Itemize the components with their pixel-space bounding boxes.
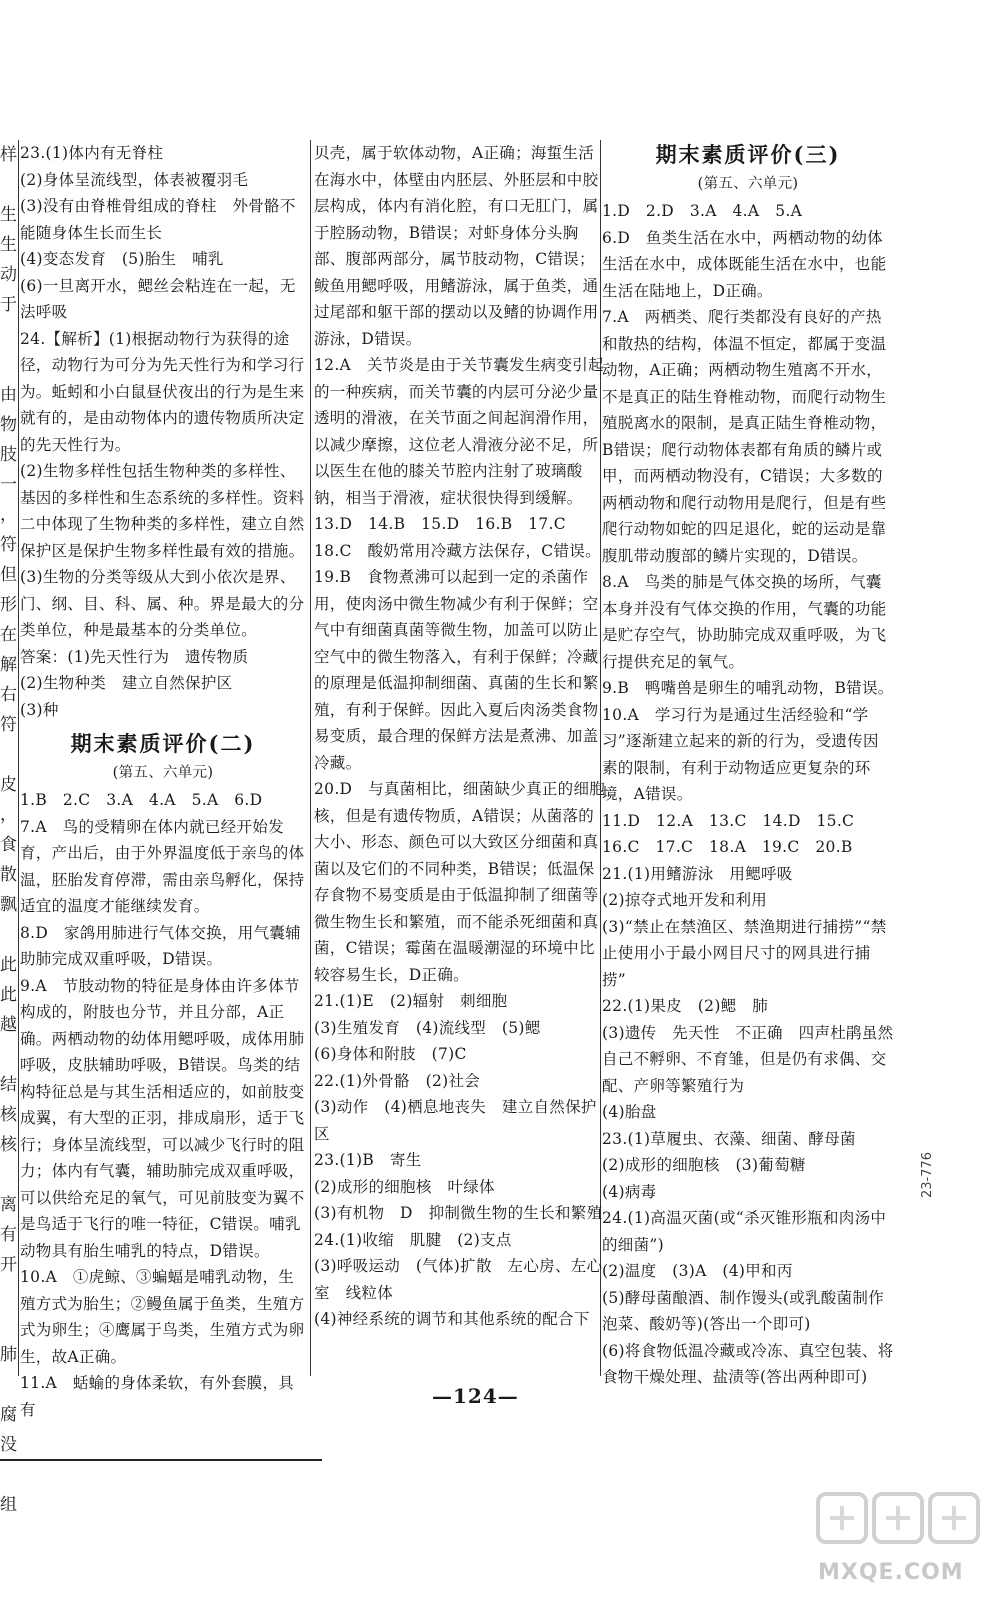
answer-paragraph: 答案：(1)先天性行为 遗传物质	[20, 647, 249, 666]
edge-char: 但	[0, 565, 17, 585]
answer-paragraph: 21.(1)用鳍游泳 用鳃呼吸	[602, 864, 793, 883]
edge-char: 腐	[0, 1405, 17, 1425]
column-2	[314, 140, 606, 1333]
edge-char: 此	[0, 955, 17, 975]
answer-paragraph: (5)酵母菌酿酒、制作馒头(或乳酸菌制作泡菜、酸奶等)(答出一个即可)	[602, 1288, 885, 1333]
section-subtitle: (第五、六单元)	[112, 765, 214, 781]
edge-char: 核	[0, 1135, 17, 1155]
answer-paragraph: (2)身体呈流线型，体表被覆羽毛	[20, 170, 249, 189]
edge-char	[0, 170, 18, 200]
column-divider	[18, 140, 19, 1376]
edge-char	[0, 350, 18, 380]
answer-paragraph: 24.(1)收缩 肌腱 (2)支点	[314, 1230, 512, 1249]
answer-paragraph: 9.A 节肢动物的特征是身体由许多体节构成的，附肢也分节，并且分部，A正确。两栖动物的幼体用鳃呼吸，成体用肺呼吸，皮肤辅助呼吸，B错误。鸟类的结构特征总是与其生活相适应的，如前肢变成翼，有大型的正羽，排成扇形，适于飞行；身体呈流线型，可以减少飞行时的阻力；体内有气囊，辅助肺完成双重呼吸，可以供给充足的氧气，可见前肢变为翼不是鸟适于飞行的唯一特征，C错误。哺乳动物具有胎生哺乳的特点，D错误。	[20, 976, 305, 1260]
edge-char: 散	[0, 865, 17, 885]
answer-paragraph: (2)成形的细胞核 叶绿体	[314, 1177, 495, 1196]
edge-char	[0, 1310, 18, 1340]
answer-paragraph: 6.D 鱼类生活在水中，两栖动物的幼体生活在水中，成体既能生活在水中，也能生活在陆地上，D正确。	[602, 228, 887, 300]
page-number: —124—	[432, 1384, 519, 1408]
answer-paragraph: (3)“禁止在禁渔区、禁渔期进行捕捞”“禁止使用小于最小网目尺寸的网具进行捕捞”	[602, 917, 887, 989]
edge-char: 一	[0, 475, 17, 495]
edge-char: 右	[0, 685, 17, 705]
answer-paragraph: (6)一旦离开水，鳃丝会粘连在一起，无法呼吸	[20, 276, 296, 321]
answer-paragraph: 9.B 鸭嘴兽是卵生的哺乳动物，B错误。	[602, 679, 894, 697]
section-title: 期末素质评价(三)	[655, 142, 841, 167]
edge-char: 样	[0, 145, 17, 165]
answer-paragraph: (3)呼吸运动 (气体)扩散 左心房、左心室 线粒体	[314, 1257, 603, 1302]
answer-paragraph: 10.A ①虎鲸、③蝙蝠是哺乳动物，生殖方式为胎生；②鳗鱼属于鱼类，生殖方式为卵生；④鹰属于鸟类，生殖方式为卵生，故A正确。	[20, 1268, 305, 1366]
edge-char: 肢	[0, 445, 17, 465]
answer-paragraph: (4)神经系统的调节和其他系统的配合下	[314, 1310, 590, 1328]
answer-paragraph: 24.(1)高温灭菌(或“杀灭锥形瓶和肉汤中的细菌”)	[602, 1209, 887, 1254]
watermark-text: MXQE.COM	[818, 1560, 964, 1585]
footer-rule	[0, 1459, 322, 1461]
answer-paragraph: 11.D 12.A 13.C 14.D 15.C	[602, 811, 855, 830]
answer-paragraph: 23.(1)B 寄生	[314, 1151, 422, 1169]
column-1	[20, 140, 306, 1423]
answer-paragraph: (2)温度 (3)A (4)甲和丙	[602, 1262, 793, 1280]
answer-paragraph: 10.A 学习行为是通过生活经验和“学习”逐渐建立起来的新的行为，受遗传因素的限制，有利于动物适应更复杂的环境，A错误。	[602, 705, 879, 803]
edge-char: 在	[0, 625, 17, 645]
edge-char: 符	[0, 535, 17, 555]
answer-paragraph: 20.D 与真菌相比，细菌缺少真正的细胞核，但是有遗传物质，A错误；从菌落的大小、形态、颜色可以大致区分细菌和真菌以及它们的不同种类，B错误；低温保存食物不易变质是由于低温抑制了细菌等微生物生长和繁殖，而不能杀死细菌和真菌，C错误；霉菌在温暖潮湿的环境中比较容易生长，D正确。	[314, 780, 606, 984]
answer-paragraph: (4)变态发育 (5)胎生 哺乳	[20, 250, 224, 268]
answer-paragraph: 21.(1)E (2)辐射 刺细胞	[314, 992, 508, 1010]
edge-char: 有	[0, 1225, 17, 1245]
answer-paragraph: 16.C 17.C 18.A 19.C 20.B	[602, 838, 853, 856]
edge-char: 核	[0, 1105, 17, 1125]
answer-paragraph: (3)种	[20, 700, 59, 719]
answer-paragraph: 1.B 2.C 3.A 4.A 5.A 6.D	[20, 791, 263, 809]
edge-char: 此	[0, 985, 17, 1005]
side-code: 23-776	[920, 1151, 935, 1198]
edge-char	[0, 920, 18, 950]
edge-char: 没	[0, 1435, 17, 1455]
answer-paragraph: 1.D 2.D 3.A 4.A 5.A	[602, 202, 803, 220]
edge-char	[0, 1460, 18, 1490]
edge-char: 皮	[0, 775, 17, 795]
answer-paragraph: 8.A 鸟类的肺是气体交换的场所，气囊本身并没有气体交换的作用，气囊的功能是贮存空气，协助肺完成双重呼吸，为飞行提供充足的氧气。	[602, 573, 887, 671]
edge-char: 飘	[0, 895, 17, 915]
answer-paragraph: 23.(1)体内有无脊柱	[20, 144, 164, 162]
answer-paragraph: 24.【解析】(1)根据动物行为获得的途径，动物行为可分为先天性行为和学习行为。蚯蚓和小白鼠昼伏夜出的行为是生来就有的，是由动物体内的遗传物质所决定的先天性行为。	[20, 329, 305, 454]
section-title: 期末素质评价(二)	[70, 731, 256, 756]
answer-paragraph: (3)生殖发育 (4)流线型 (5)鳃	[314, 1018, 541, 1037]
answer-paragraph: (2)生物多样性包括生物种类的多样性、基因的多样性和生态系统的多样性。资料二中体现了生物种类的多样性，建立自然保护区是保护生物多样性最有效的措施。	[20, 462, 305, 560]
edge-char: 开	[0, 1255, 17, 1275]
edge-char	[0, 1370, 18, 1400]
edge-char: ，	[0, 805, 17, 825]
answer-paragraph: (2)生物种类 建立自然保护区	[20, 674, 233, 692]
answer-paragraph: 22.(1)果皮 (2)鳃 肺	[602, 997, 769, 1015]
answer-paragraph: (4)病毒	[602, 1182, 657, 1201]
answer-paragraph: 7.A 鸟的受精卵在体内就已经开始发育，产出后，由于外界温度低于亲鸟的体温，胚胎发育停滞，需由亲鸟孵化，保持适宜的温度才能继续发育。	[20, 817, 305, 915]
edge-char: ，	[0, 505, 17, 525]
answer-paragraph: (3)生物的分类等级从大到小依次是界、门、纲、目、科、属、种。界是最大的分类单位，种是最基本的分类单位。	[20, 568, 305, 639]
answer-paragraph: 7.A 两栖类、爬行类都没有良好的产热和散热的结构，体温不恒定，都属于变温动物，A正确；两栖动物生殖离不开水，不是真正的陆生脊椎动物，而爬行动物生殖脱离水的限制，是真正陆生脊椎动物，B错误；爬行动物体表都有角质的鳞片或甲，而两栖动物没有，C错误；大多数的两栖动物和爬行动物用是爬行，但是有些爬行动物如蛇的四足退化，蛇的运动是靠腹肌带动腹部的鳞片实现的，D错误。	[602, 308, 887, 565]
edge-char: 解	[0, 655, 17, 675]
answer-paragraph: 13.D 14.B 15.D 16.B 17.C	[314, 515, 566, 533]
answer-paragraph: (3)有机物 D 抑制微生物的生长和繁殖	[314, 1204, 603, 1222]
answer-paragraph: (6)身体和附肢 (7)C	[314, 1045, 467, 1063]
answer-paragraph: (2)掠夺式地开发和利用	[602, 891, 768, 909]
answer-paragraph: (3)没有由脊椎骨组成的脊柱 外骨骼不能随身体生长而生长	[20, 197, 296, 242]
answer-paragraph: 11.A 蛞蝓的身体柔软，有外套膜，具有	[20, 1374, 295, 1419]
answer-paragraph: (2)成形的细胞核 (3)葡萄糖	[602, 1156, 806, 1174]
edge-char: 形	[0, 595, 17, 615]
edge-char: 肺	[0, 1345, 17, 1365]
answer-paragraph: 18.C 酸奶常用冷藏方法保存，C错误。	[314, 541, 601, 560]
edge-char: 动	[0, 265, 17, 285]
edge-char	[0, 320, 18, 350]
edge-char	[0, 1040, 18, 1070]
edge-char: 越	[0, 1015, 17, 1035]
edge-char: 由	[0, 385, 17, 405]
column-divider	[310, 140, 311, 1376]
answer-paragraph: 19.B 食物煮沸可以起到一定的杀菌作用，使肉汤中微生物减少有利于保鲜；空气中有细菌真菌等微生物，加盖可以防止空气中的微生物落入，有利于保鲜；冷藏的原理是低温抑制细菌、真菌的生长和繁殖，有利于保鲜。因此入夏后肉汤类食物易变质，最合理的保鲜方法是煮沸、加盖冷藏。	[314, 568, 599, 772]
edge-char	[0, 1160, 18, 1190]
left-edge-cut-text	[0, 140, 18, 1520]
answer-paragraph: (3)动作 (4)栖息地丧失 建立自然保护区	[314, 1098, 597, 1143]
answer-paragraph: (3)遗传 先天性 不正确 四声杜鹃虽然自己不孵卵、不育雏，但是仍有求偶、交配、产卵等繁殖行为	[602, 1023, 894, 1095]
column-3	[602, 140, 894, 1391]
answer-paragraph: 12.A 关节炎是由于关节囊发生病变引起的一种疾病，而关节囊的内层可分泌少量透明的滑液，在关节面之间起润滑作用，以减少摩擦，这位老人滑液分泌不足，所以医生在他的膝关节腔内注射了玻璃酸钠，相当于滑液，症状很快得到缓解。	[314, 356, 604, 507]
edge-char	[0, 740, 18, 770]
edge-char: 结	[0, 1075, 17, 1095]
edge-char: 组	[0, 1495, 17, 1515]
section-subtitle: (第五、六单元)	[697, 176, 799, 192]
edge-char: 离	[0, 1195, 17, 1215]
answer-paragraph: 22.(1)外骨骼 (2)社会	[314, 1071, 481, 1090]
answer-paragraph: (6)将食物低温冷藏或冷冻、真空包装、将食物干燥处理、盐渍等(答出两种即可)	[602, 1341, 894, 1386]
edge-char	[0, 1280, 18, 1310]
edge-char: 符	[0, 715, 17, 735]
edge-char: 食	[0, 835, 17, 855]
answer-paragraph: 8.D 家鸽用肺进行气体交换，用气囊辅助肺完成双重呼吸，D错误。	[20, 923, 301, 968]
edge-char: 物	[0, 415, 17, 435]
edge-char: 于	[0, 295, 17, 315]
answer-paragraph: 23.(1)草履虫、衣藻、细菌、酵母菌	[602, 1129, 856, 1148]
edge-char: 生	[0, 235, 17, 255]
edge-char: 生	[0, 205, 17, 225]
answer-paragraph: (4)胎盘	[602, 1103, 657, 1121]
answer-paragraph: 贝壳，属于软体动物，A正确；海蜇生活在海水中，体壁由内胚层、外胚层和中胶层构成，体内有消化腔，有口无肛门，属于腔肠动物，B错误；对虾身体分头胸部、腹部两部分，属节肢动物，C错误；鲅鱼用鳃呼吸，用鳍游泳，属于鱼类，通过尾部和躯干部的摆动以及鳍的协调作用游泳，D错误。	[314, 144, 599, 348]
